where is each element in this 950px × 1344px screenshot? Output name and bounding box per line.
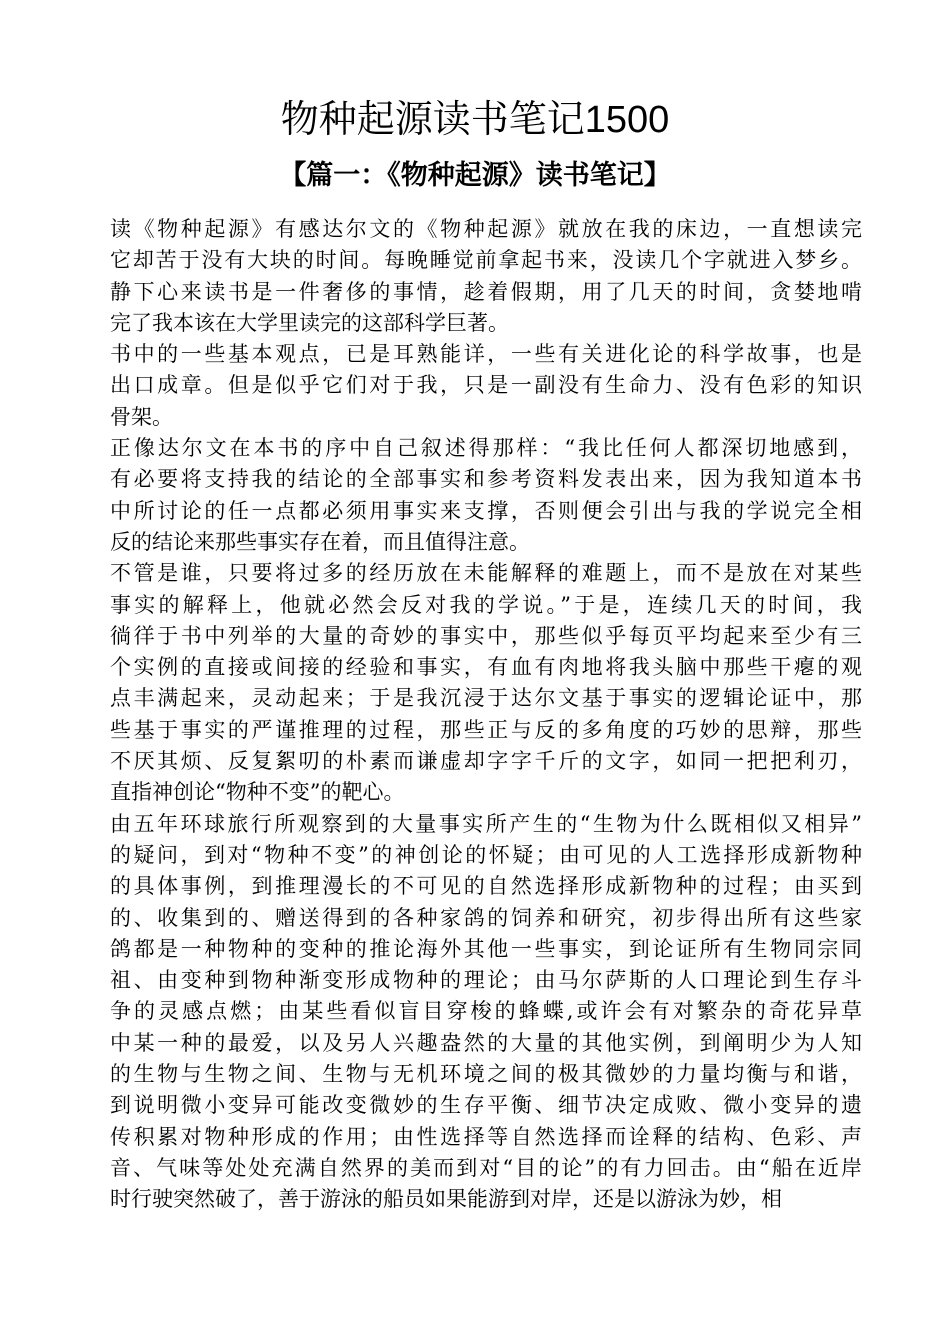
paragraph-line: 鸽都是一种物种的变种的推论海外其他一些事实，到论证所有生物同宗同 xyxy=(110,936,862,961)
paragraph xyxy=(110,558,862,808)
paragraph-line: 骨架。 xyxy=(110,404,173,429)
paragraph-line: 它却苦于没有大块的时间。每晚睡觉前拿起书来，没读几个字就进入梦乡。 xyxy=(110,248,862,273)
paragraph-line: 事实的解释上，他就必然会反对我的学说。”于是，连续几天的时间，我 xyxy=(110,592,862,617)
paragraph-line: 完了我本该在大学里读完的这部科学巨著。 xyxy=(110,310,509,335)
paragraph-line: 正像达尔文在本书的序中自己叙述得那样：“我比任何人都深切地感到， xyxy=(110,436,862,461)
paragraph-line: 静下心来读书是一件奢侈的事情，趁着假期，用了几天的时间，贪婪地啃 xyxy=(110,279,862,304)
paragraph-line: 直指神创论“物种不变”的靶心。 xyxy=(110,780,405,805)
paragraph-line: 争的灵感点燃；由某些看似盲目穿梭的蜂蝶,或许会有对繁杂的奇花异草 xyxy=(110,999,862,1024)
paragraph-line: 反的结论来那些事实存在着，而且值得注意。 xyxy=(110,529,530,554)
paragraph-line: 传积累对物种形成的作用；由性选择等自然选择而诠释的结构、色彩、声 xyxy=(110,1124,862,1149)
paragraph xyxy=(110,214,862,339)
paragraph-line: 些基于事实的严谨推理的过程，那些正与反的多角度的巧妙的思辩，那些 xyxy=(110,717,862,742)
document-body xyxy=(110,214,862,1216)
paragraph-line: 的生物与生物之间、生物与无机环境之间的极其微妙的力量均衡与和谐， xyxy=(110,1062,862,1087)
paragraph-line: 的疑问，到对“物种不变”的神创论的怀疑；由可见的人工选择形成新物种 xyxy=(110,842,862,867)
paragraph-line: 读《物种起源》有感达尔文的《物种起源》就放在我的床边，一直想读完 xyxy=(110,217,862,241)
paragraph-line: 书中的一些基本观点，已是耳熟能详，一些有关进化论的科学故事，也是 xyxy=(110,342,862,367)
paragraph-line: 不管是谁，只要将过多的经历放在未能解释的难题上，而不是放在对某些 xyxy=(110,561,862,586)
document-title: 物种起源读书笔记1500 xyxy=(280,99,670,141)
paragraph-line: 祖、由变种到物种渐变形成物种的理论；由马尔萨斯的人口理论到生存斗 xyxy=(110,968,862,993)
paragraph-line: 由五年环球旅行所观察到的大量事实所产生的“生物为什么既相似又相异” xyxy=(110,811,862,836)
paragraph-line: 有必要将支持我的结论的全部事实和参考资料发表出来，因为我知道本书 xyxy=(110,467,862,492)
paragraph-line: 中某一种的最爱，以及另人兴趣盎然的大量的其他实例，到阐明少为人知 xyxy=(110,1030,862,1055)
paragraph-line: 出口成章。但是似乎它们对于我，只是一副没有生命力、没有色彩的知识 xyxy=(110,373,862,398)
paragraph-line: 中所讨论的任一点都必须用事实来支撑，否则便会引出与我的学说完全相 xyxy=(110,498,862,523)
paragraph-line: 音、气味等处处充满自然界的美而到对“目的论”的有力回击。由“船在近岸 xyxy=(110,1155,862,1180)
paragraph-line: 的、收集到的、赠送得到的各种家鸽的饲养和研究，初步得出所有这些家 xyxy=(110,905,862,930)
paragraph-line: 到说明微小变异可能改变微妙的生存平衡、细节决定成败、微小变异的遗 xyxy=(110,1093,862,1118)
paragraph xyxy=(110,339,862,433)
paragraph-line: 点丰满起来，灵动起来；于是我沉浸于达尔文基于事实的逻辑论证中，那 xyxy=(110,686,862,711)
paragraph xyxy=(110,433,862,558)
paragraph-line: 个实例的直接或间接的经验和事实，有血有肉地将我头脑中那些干瘪的观 xyxy=(110,655,862,680)
paragraph-line: 的具体事例，到推理漫长的不可见的自然选择形成新物种的过程；由买到 xyxy=(110,874,862,899)
paragraph-line: 时行驶突然破了，善于游泳的船员如果能游到对岸，还是以游泳为妙，相 xyxy=(110,1187,782,1212)
paragraph xyxy=(110,809,862,1216)
paragraph-line: 徜徉于书中列举的大量的奇妙的事实中，那些似乎每页平均起来至少有三 xyxy=(110,623,862,648)
paragraph-line: 不厌其烦、反复絮叨的朴素而谦虚却字字千斤的文字，如同一把把利刃， xyxy=(110,749,862,774)
document-subtitle: 【篇一：《物种起源》读书笔记】 xyxy=(279,160,671,191)
